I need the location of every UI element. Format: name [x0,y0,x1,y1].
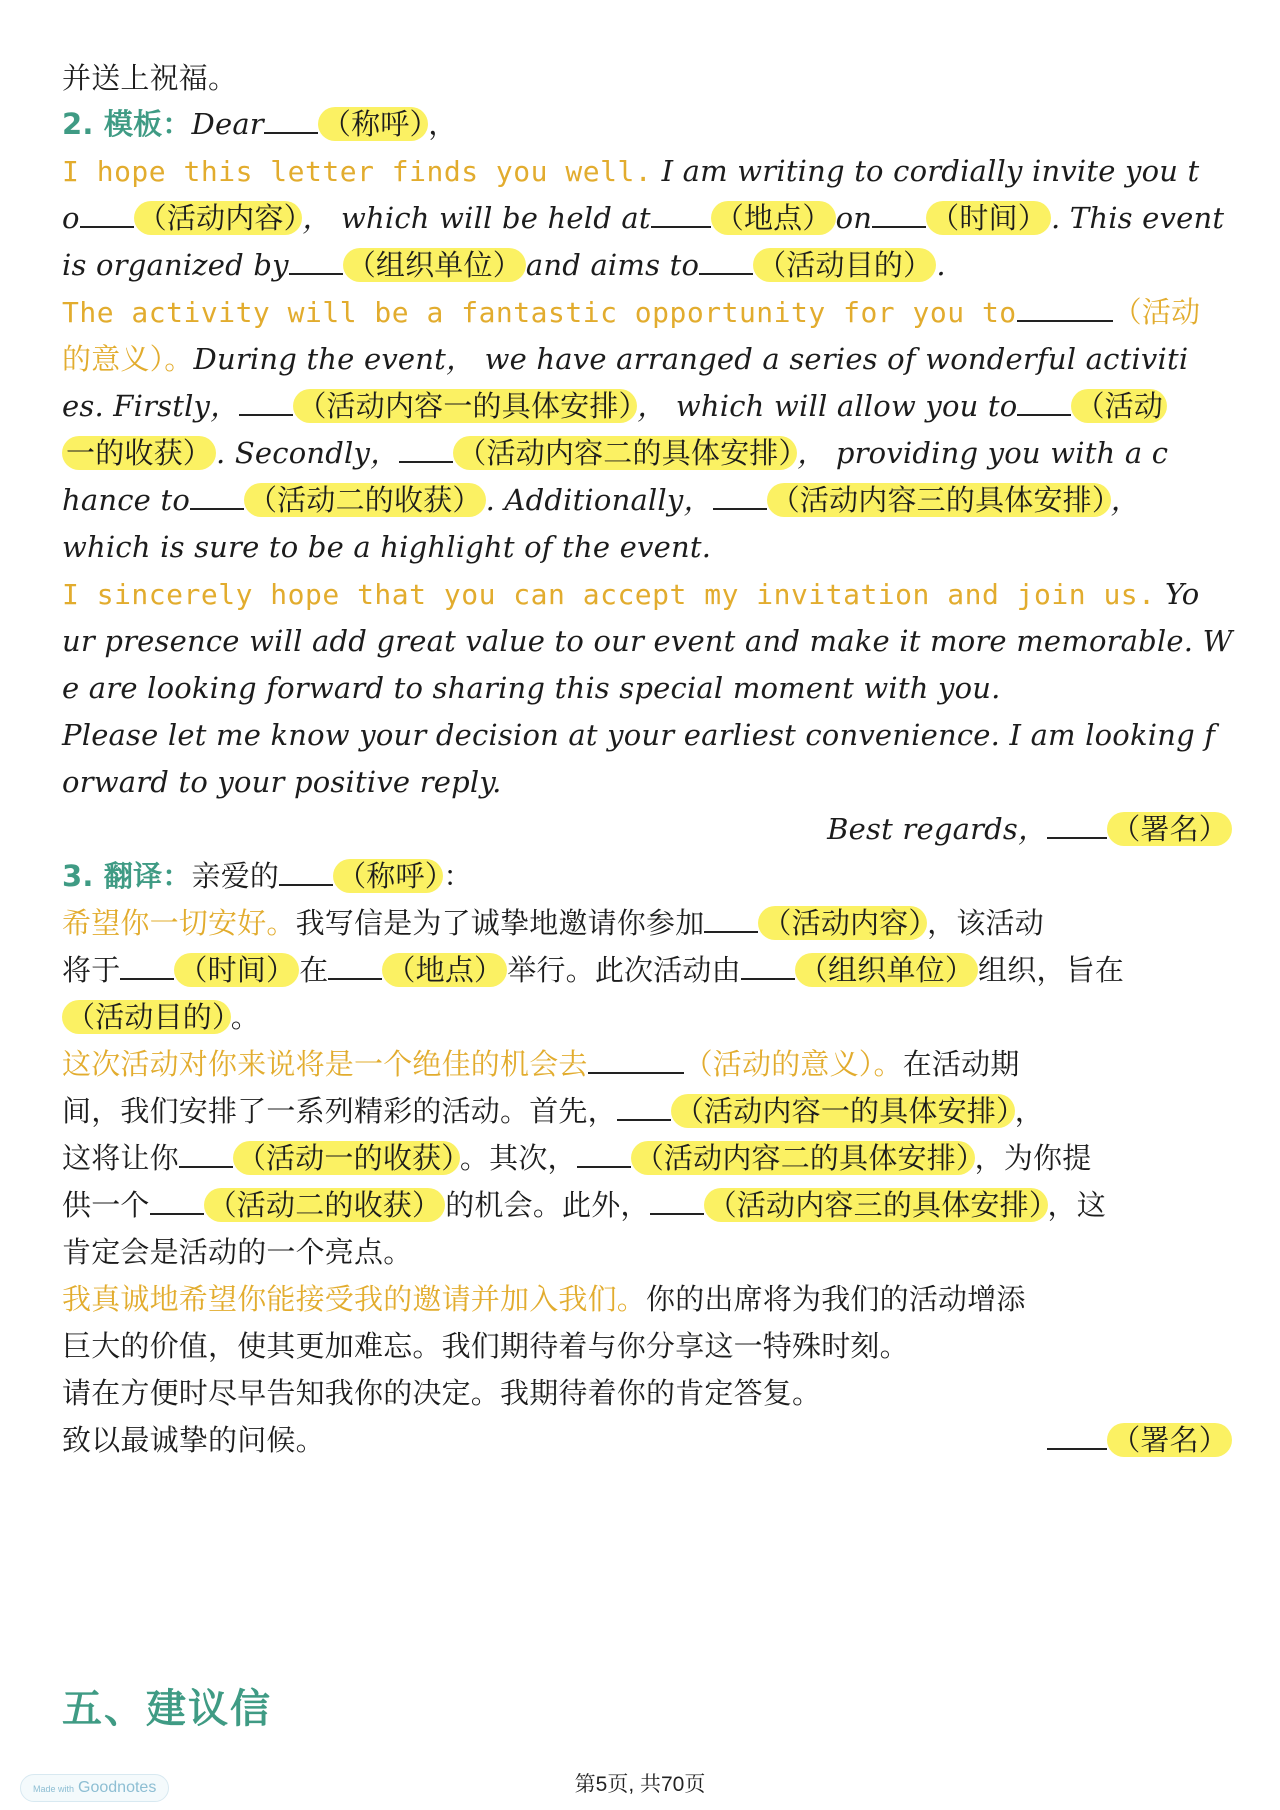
highlight: （组织单位） [795,953,978,987]
line-text: ， [428,107,458,141]
line-text: 肯定会是活动的一个亮点。 [62,1235,413,1269]
key-sentence: I sincerely hope that you can accept my invitation and join us. [62,578,1156,611]
text-line [62,480,1232,520]
highlight: （活动目的） [753,248,936,282]
blank-line [328,952,382,980]
template-heading: 2. 模板： [62,107,192,141]
blank-line [872,200,926,228]
highlight: （活动目的） [62,1000,231,1034]
blank-line [704,905,758,933]
blank-line [289,247,343,275]
line-text: I am writing to cordially invite you t [652,154,1200,188]
highlight: （活动内容三的具体安排） [767,483,1111,517]
blank-line [699,247,753,275]
key-sentence: 希望你一切安好。 [62,906,296,940]
highlight: （活动内容三的具体安排） [704,1188,1048,1222]
highlight: （活动内容二的具体安排） [631,1141,975,1175]
highlight: （地点） [382,953,507,987]
key-sentence: 的意义）。 [62,342,194,376]
blank-line [741,952,795,980]
highlight: （活动内容一的具体安排） [671,1094,1015,1128]
text-line [62,527,1232,567]
line-text: 将于 [62,953,121,987]
key-sentence: I hope this letter finds you well. [62,155,653,188]
line-text: ， which will be held at [302,201,651,235]
highlight: （活动一的收获） [233,1141,460,1175]
text-line [62,903,1232,943]
line-text: e are looking forward to sharing this special moment with you. [62,671,1001,705]
line-text: . [936,248,946,282]
text-line [62,997,1232,1037]
line-text: 的机会。此外， [445,1188,650,1222]
text-line [62,574,1232,615]
blank-line [713,482,767,510]
line-text: 并送上祝福。 [62,61,238,95]
text-line [62,1044,1232,1084]
text-line [62,292,1232,333]
line-text: ，为你提 [974,1141,1092,1175]
line-text: 在 [299,953,329,987]
highlight: （活动 [1071,389,1167,423]
blank-line [617,1093,671,1121]
line-text: 你的出席将为我们的活动增添 [646,1282,1026,1316]
line-text: 这将让你 [62,1141,179,1175]
blank-line [190,482,244,510]
highlight: （活动内容） [758,906,927,940]
badge-prefix: Made with [33,1784,75,1794]
key-sentence: 这次活动对你来说将是一个绝佳的机会去 [62,1047,588,1081]
line-text: ur presence will add great value to our event and make it more memorable. W [62,624,1233,658]
blank-line [279,858,333,886]
highlight: （活动内容） [134,201,303,235]
text-line [62,1091,1232,1131]
highlight: （活动内容一的具体安排） [293,389,637,423]
text-line [62,950,1232,990]
text-line [62,339,1232,379]
line-text: Dear [191,107,264,141]
highlight: （活动内容二的具体安排） [453,436,797,470]
line-text: 请在方便时尽早告知我你的决定。我期待着你的肯定答复。 [62,1376,822,1410]
blank-line [1017,294,1113,322]
blank-line [150,1187,204,1215]
text-line [62,198,1232,238]
highlight: （活动二的收获） [204,1188,446,1222]
translation-heading-line [62,856,1232,896]
line-text: which is sure to be a highlight of the event. [62,530,712,564]
line-text: 致以最诚挚的问候。 [62,1423,325,1457]
highlight: （称呼） [318,107,428,141]
text-line [62,386,1232,426]
line-text: ， [1110,483,1140,517]
line-text: ，这 [1047,1188,1106,1222]
highlight: （活动二的收获） [244,483,486,517]
line-text: and aims to [525,248,700,282]
line-text: orward to your positive reply. [62,765,502,799]
blank-line [651,200,711,228]
line-text: ，该活动 [927,906,1044,940]
text-line [62,58,1232,98]
line-text: . Additionally， [485,483,713,517]
line-text: hance to [62,483,190,517]
blank-line [80,200,134,228]
line-text: 。 [230,1000,260,1034]
highlight: （称呼） [333,859,443,893]
blank-line [239,388,293,416]
line-text: 组织，旨在 [978,953,1125,987]
text-line [62,245,1232,285]
blank-line [120,952,174,980]
line-text: ， providing you with a c [797,436,1169,470]
line-text: Yo [1155,577,1200,611]
text-line [62,715,1232,755]
line-text: ： [443,859,473,893]
line-text: . This event [1050,201,1225,235]
line-text: During the event， we have arranged a series of wonderful activiti [193,342,1189,376]
text-line [62,1138,1232,1178]
line-text: 亲爱的 [191,859,280,893]
blank-line [1017,388,1071,416]
highlight: （组织单位） [343,248,526,282]
text-line [62,1185,1232,1225]
blank-line [650,1187,704,1215]
text-line [62,668,1232,708]
line-text: 我写信是为了诚挚地邀请你参加 [295,906,705,940]
key-sentence: （活动 [1112,295,1201,329]
blank-line [588,1046,684,1074]
blank-line [1047,1422,1107,1450]
text-line [62,762,1232,802]
key-sentence: 我真诚地希望你能接受我的邀请并加入我们。 [62,1282,647,1316]
template-heading-line [62,104,1232,144]
highlight: （地点） [711,201,836,235]
key-sentence: （活动的意义）。 [683,1047,903,1081]
blank-line [399,435,453,463]
text-line [62,621,1232,661]
line-text: on [835,201,873,235]
blank-line [1047,811,1107,839]
highlight: 一的收获） [62,436,216,470]
line-text: Best regards， [827,812,1048,846]
line-text: 。其次， [459,1141,577,1175]
key-sentence: The activity will be a fantastic opportunity for you to [62,296,1017,329]
signature-line [62,1420,1232,1460]
text-line [62,1279,1232,1319]
text-line [62,1326,1232,1366]
line-text: 巨大的价值，使其更加难忘。我们期待着与你分享这一特殊时刻。 [62,1329,909,1363]
section-title: 五、建议信 [62,1686,272,1732]
line-text: ， [1014,1094,1044,1128]
page-number: 第5页, 共70页 [574,1773,706,1796]
highlight: （署名） [1107,812,1232,846]
blank-line [577,1140,631,1168]
translation-heading: 3. 翻译： [62,859,192,893]
highlight: （时间） [926,201,1051,235]
line-text: 供一个 [62,1188,150,1222]
line-text: es. Firstly， [62,389,240,423]
line-text: 在活动期 [902,1047,1020,1081]
line-text: ， which will allow you to [637,389,1018,423]
line-text: 间，我们安排了一系列精彩的活动。首先， [62,1094,617,1128]
highlight: （署名） [1107,1423,1232,1457]
signature-line [62,809,1232,849]
text-line [62,433,1232,473]
line-text: . Secondly， [216,436,400,470]
line-text: 举行。此次活动由 [507,953,741,987]
text-line [62,151,1232,192]
badge-brand: Goodnotes [78,1779,157,1796]
line-text: is organized by [62,248,289,282]
text-line [62,1232,1232,1272]
blank-line [179,1140,233,1168]
highlight: （时间） [174,953,299,987]
line-text: o [62,201,80,235]
text-line [62,1373,1232,1413]
line-text: Please let me know your decision at your earliest convenience. I am looking f [62,718,1216,752]
blank-line [264,106,318,134]
